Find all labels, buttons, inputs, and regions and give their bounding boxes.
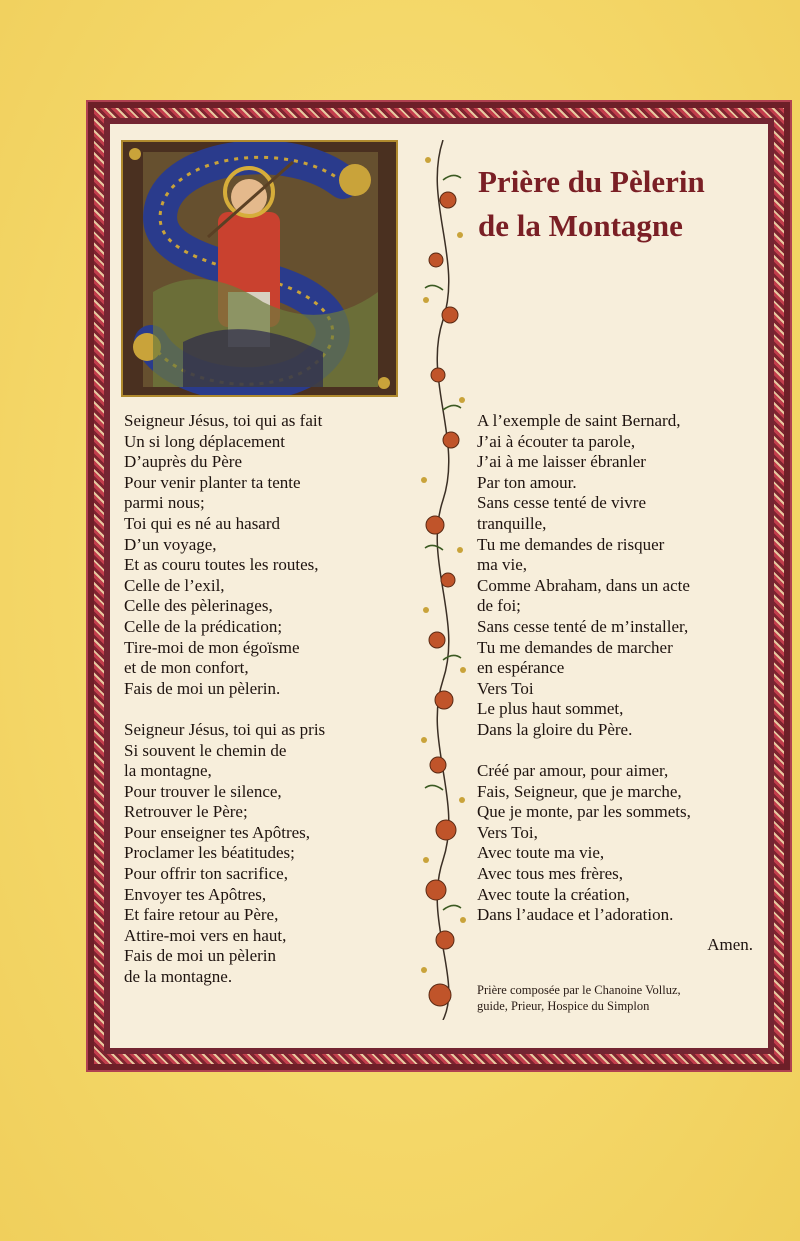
- poem-line: parmi nous;: [124, 493, 205, 513]
- poem-line: Celle des pèlerinages,: [124, 596, 273, 616]
- poem-line: Pour enseigner tes Apôtres,: [124, 822, 311, 842]
- poem-line: D’auprès du Père: [124, 452, 243, 472]
- poem-line: et de mon confort,: [124, 658, 249, 678]
- left-stanza-2: [124, 720, 409, 988]
- poem-line: Attire-moi vers en haut,: [124, 925, 287, 945]
- poem-line: Le plus haut sommet,: [477, 699, 624, 719]
- poem-line: Fais de moi un pèlerin: [124, 946, 277, 966]
- poem-line: Avec tous mes frères,: [477, 864, 624, 884]
- left-stanza-1: [124, 411, 409, 699]
- poem-line: J’ai à me laisser ébranler: [477, 452, 646, 472]
- poem-line: ma vie,: [477, 555, 528, 575]
- floral-vine-ornament-icon: [408, 140, 478, 1020]
- poem-line: Pour offrir ton sacrifice,: [124, 864, 288, 884]
- poem-line: Vers Toi,: [477, 822, 538, 842]
- poem-line: Tire-moi de mon égoïsme: [124, 637, 300, 657]
- poem-line: Tu me demandes de risquer: [477, 534, 665, 554]
- poem-line: Tu me demandes de marcher: [477, 637, 673, 657]
- credit-line-2: guide, Prieur, Hospice du Simplon: [477, 999, 650, 1013]
- poem-line: Et faire retour au Père,: [124, 905, 279, 925]
- poem-line: Celle de l’exil,: [124, 575, 225, 595]
- poem-line: de la montagne.: [124, 967, 233, 987]
- stanza-gap: [124, 699, 409, 720]
- poem-line: la montagne,: [124, 761, 212, 781]
- author-credit: [477, 982, 762, 1014]
- stanza-gap: [477, 741, 765, 762]
- poem-line: Sans cesse tenté de m’installer,: [477, 616, 689, 636]
- page-title: [478, 160, 763, 248]
- poem-line: en espérance: [477, 658, 565, 678]
- poem-line: Et as couru toutes les routes,: [124, 555, 319, 575]
- poem-line: Seigneur Jésus, toi qui as pris: [124, 719, 326, 739]
- poem-line: Par ton amour.: [477, 472, 577, 492]
- poem-line: Fais de moi un pèlerin.: [124, 678, 281, 698]
- illuminated-initial-s-icon: [121, 140, 398, 397]
- poem-line: de foi;: [477, 596, 521, 616]
- poem-line: Avec toute la création,: [477, 884, 630, 904]
- poem-line: Un si long déplacement: [124, 431, 285, 451]
- poem-line: Sans cesse tenté de vivre: [477, 493, 646, 513]
- amen-text: Amen.: [707, 935, 753, 954]
- poem-line: J’ai à écouter ta parole,: [477, 431, 636, 451]
- poem-right-column: [477, 411, 765, 926]
- poem-line: Si souvent le chemin de: [124, 740, 287, 760]
- poem-line: Comme Abraham, dans un acte: [477, 575, 690, 595]
- poem-line: Proclamer les béatitudes;: [124, 843, 295, 863]
- poem-line: Que je monte, par les sommets,: [477, 802, 691, 822]
- poem-line: A l’exemple de saint Bernard,: [477, 411, 681, 430]
- poem-line: Dans l’audace et l’adoration.: [477, 905, 674, 925]
- poem-line: Vers Toi: [477, 678, 534, 698]
- poem-line: Créé par amour, pour aimer,: [477, 761, 669, 781]
- poem-line: D’un voyage,: [124, 534, 217, 554]
- poem-left-column: [124, 411, 409, 988]
- poem-line: Celle de la prédication;: [124, 616, 283, 636]
- title-line-1: Prière du Pèlerin: [478, 164, 705, 199]
- poem-line: Envoyer tes Apôtres,: [124, 884, 267, 904]
- poem-line: Pour trouver le silence,: [124, 781, 282, 801]
- poem-line: Toi qui es né au hasard: [124, 513, 281, 533]
- poem-line: Dans la gloire du Père.: [477, 719, 633, 739]
- poem-line: Retrouver le Père;: [124, 802, 248, 822]
- poem-line: Avec toute ma vie,: [477, 843, 605, 863]
- poem-line: tranquille,: [477, 513, 547, 533]
- poem-line: Seigneur Jésus, toi qui as fait: [124, 411, 323, 430]
- right-stanza-2: [477, 761, 765, 926]
- title-line-2: de la Montagne: [478, 208, 683, 243]
- poem-line: Pour venir planter ta tente: [124, 472, 301, 492]
- right-stanza-1: [477, 411, 765, 741]
- poem-line: Fais, Seigneur, que je marche,: [477, 781, 682, 801]
- credit-line-1: Prière composée par le Chanoine Volluz,: [477, 983, 681, 997]
